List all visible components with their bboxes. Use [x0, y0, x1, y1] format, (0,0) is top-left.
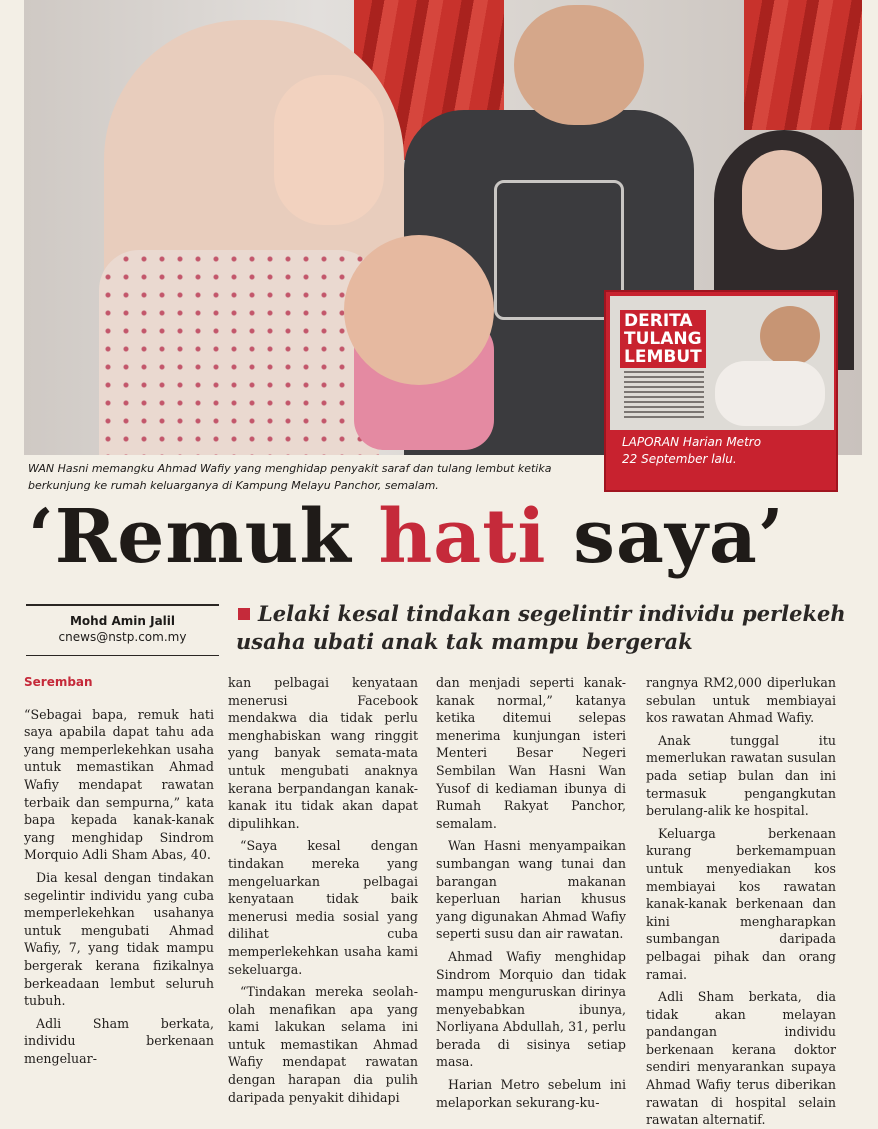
inset-text-block — [624, 371, 704, 421]
author-email: cnews@nstp.com.my — [58, 630, 187, 644]
article-column-1 — [24, 674, 214, 1067]
paragraph: Harian Metro sebelum ini melaporkan sekurang-ku- — [436, 1077, 626, 1110]
paragraph: Adli Sham berkata, dia tidak akan melayan pandangan individu berkenaan kerana doktor sendiri menyarankan supaya Ahmad Wafiy terus diberikan rawatan di hospital selain rawatan alternatif. — [646, 989, 836, 1128]
headline-part3: saya’ — [546, 494, 785, 580]
paragraph: Adli Sham berkata, individu berkenaan mengeluar- — [24, 1015, 214, 1066]
paragraph: Ahmad Wafiy menghidap Sindrom Morquio dan tidak mampu menguruskan dirinya menyebabkan ibunya, Norliyana Abdullah, 31, perlu berada di sisinya setiap masa. — [436, 948, 626, 1070]
inset-caption-line2: 22 September lalu. — [622, 452, 737, 466]
paragraph: Anak tunggal itu memerlukan rawatan susulan pada setiap bulan dan ini termasuk pengangkutan berulang-alik ke hospital. — [646, 732, 836, 819]
inset-image — [610, 296, 834, 430]
curtain-right — [744, 0, 862, 130]
article-column-4 — [646, 674, 836, 1129]
man-head — [514, 5, 644, 125]
inset-title-line1: DERITA — [624, 311, 693, 331]
headline-part1: ‘Remuk — [28, 494, 379, 580]
inset-title — [620, 310, 706, 368]
woman-face — [274, 75, 384, 225]
paragraph: Wan Hasni menyampaikan sumbangan wang tunai dan barangan makanan keperluan harian khusus yang digunakan Ahmad Wafiy seperti susu dan air rawatan. — [436, 838, 626, 942]
headline — [28, 494, 848, 580]
paragraph: dan menjadi seperti kanak-kanak normal,” katanya ketika ditemui selepas menerima kunjungan isteri Menteri Besar Negeri Sembilan Wan Hasni Wan Yusof di kediaman ibunya di Rumah Rakyat Panchor, semalam. — [436, 675, 626, 831]
subheadline: Lelaki kesal tindakan segelintir individu perlekeh usaha ubati anak tak mampu bergerak — [236, 601, 846, 654]
photo-caption: WAN Hasni memangku Ahmad Wafiy yang menghidap penyakit saraf dan tulang lembut ketika berkunjung ke rumah keluarganya di Kampung Melayu Panchor, semalam. — [28, 462, 552, 492]
paragraph: kan pelbagai kenyataan menerusi Facebook mendakwa dia tidak perlu menghabiskan wang ringgit yang banyak semata-mata untuk mengubati anaknya kerana berpandangan kanak-kanak itu tidak akan dapat dipulihkan. — [228, 675, 418, 831]
headline-part2: hati — [378, 494, 547, 580]
inset-title-line3: LEMBUT — [624, 347, 702, 367]
dateline: Seremban — [24, 675, 93, 689]
article-column-3 — [436, 674, 626, 1111]
inset-child — [715, 361, 825, 426]
paragraph: “Saya kesal dengan tindakan mereka yang mengeluarkan pelbagai kenyataan tidak baik menerusi media sosial yang dilihat cuba memperlekehkan usaha kami sekeluarga. — [228, 838, 418, 977]
paragraph: Keluarga berkenaan kurang berkemampuan untuk menyediakan kos membiayai kos rawatan kanak-kanak berkenaan dan kini mengharapkan sumbangan daripada pelbagai pihak dan orang ramai. — [646, 825, 836, 982]
paragraph: rangnya RM2,000 diperlukan sebulan untuk membiayai kos rawatan Ahmad Wafiy. — [646, 675, 836, 726]
paragraph: “Tindakan mereka seolah-olah menafikan apa yang kami lakukan selama ini untuk memastikan Ahmad Wafiy mendapat rawatan dengan harapan dia pulih daripada penyakit dihidapi — [228, 984, 418, 1105]
article-column-2 — [228, 674, 418, 1106]
paragraph: Dia kesal dengan tindakan segelintir individu yang cuba memperlekehkan usahanya untuk mengubati Ahmad Wafiy, 7, yang tidak mampu bergerak kerana fizikalnya berkeadaan lembut seluruh tubuh. — [24, 869, 214, 1009]
byline — [26, 604, 219, 656]
author-name: Mohd Amin Jalil — [69, 614, 176, 628]
inset-caption-line1: LAPORAN Harian Metro — [622, 435, 762, 449]
elderly-woman-face — [742, 150, 822, 250]
child-head — [344, 235, 494, 385]
paragraph: “Sebagai bapa, remuk hati saya apabila dapat tahu ada yang memperlekehkan usaha untuk memastikan Ahmad Wafiy mendapat rawatan terbaik dan sempurna,” kata bapa kepada kanak-kanak yang menghidap Sindrom Morquio Adli Sham Abas, 40. — [24, 706, 214, 863]
inset-man — [760, 306, 820, 366]
woman-dress — [99, 250, 379, 455]
inset-title-line2: TULANG — [624, 329, 702, 349]
inset-clipping — [604, 290, 838, 492]
